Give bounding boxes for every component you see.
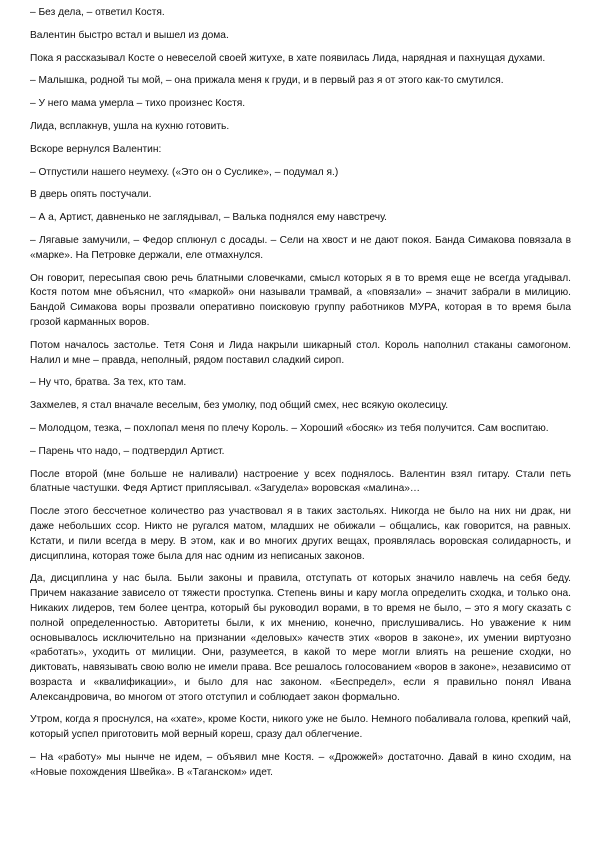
paragraph: Потом началось застолье. Тетя Соня и Лида накрыли шикарный стол. Король наполнил стаканы самогоном. Налил и мне – правда, неполный, рядом поставил сладкий сироп. (30, 339, 571, 366)
paragraph: Пока я рассказывал Косте о невеселой своей житухе, в хате появилась Лида, нарядная и пахнущая духами. (30, 52, 546, 64)
paragraph: Он говорит, пересыпая свою речь блатными словечками, смысл которых я в то время еще не всегда угадывал. Костя потом мне объяснил, что «маркой» они называли трамвай, а «повязали» – значит забрали в милицию. Бандой Симакова воры прозвали оперативно поисковую группу работников МУРА, которая в то время была грозой карманных воров. (30, 272, 571, 328)
paragraph: – На «работу» мы нынче не идем, – объявил мне Костя. – «Дрожжей» достаточно. Давай в кино сходим, на «Новые похождения Швейка». В «Таганском» идет. (30, 752, 571, 778)
paragraph: После второй (мне больше не наливали) настроение у всех поднялось. Валентин взял гитару. Стали петь блатные частушки. Федя Артист приплясывал. «Загудела» воровская «малина»… (30, 468, 571, 495)
paragraph: Валентин быстро встал и вышел из дома. (30, 29, 229, 41)
paragraph: – Парень что надо, – подтвердил Артист. (30, 445, 225, 457)
paragraph: – Отпустили нашего неумеху. («Это он о Суслике», – подумал я.) (30, 166, 339, 178)
paragraph: Да, дисциплина у нас была. Были законы и правила, отступать от которых значило навлечь на себя беду. Причем наказание зависело от тяжести проступка. Степень вины и кару могла определить сходка, и только она. Никаких лидеров, тем более центра, который бы руководил ворами, в то время не было, – это я могу сказать с полной определенностью. Авторитеты были, к их мнению, конечно, прислушивались. Но уважение к ним основывалось исключительно на признании «деловых» качеств этих «воров в законе», их умении виртуозно «работать», уходить от милиции. Они, разумеется, в какой то мере могли влиять на решение сходки, но диктовать, навязывать свою волю не имели права. Все решалось голосованием «воров в законе», независимо от возраста и «квалификации», и было для нас законом. «Беспредел», если я правильно понял Ивана Александровича, во многом от этого отступил и соблюдает закон формально. (30, 573, 571, 703)
paragraph: Лида, всплакнув, ушла на кухню готовить. (30, 120, 230, 132)
paragraph: – Ну что, братва. За тех, кто там. (30, 377, 187, 389)
paragraph: Вскоре вернулся Валентин: (30, 143, 162, 155)
paragraph: После этого бессчетное количество раз участвовал я в таких застольях. Никогда не было на них ни драк, ни даже небольших ссор. Никто не ругался матом, младших не обижали – общались, как говорится, на равных. Кстати, и пили всегда в меру. В этом, как и во многих других вещах, проявлялась воровская солидарность, и дисциплина, которая тоже была для нас одним из неписаных законов. (30, 506, 571, 562)
document-page (30, 6, 571, 789)
paragraph: Захмелев, я стал вначале веселым, без умолку, под общий смех, нес всякую околесицу. (30, 400, 449, 412)
paragraph: – А а, Артист, давненько не заглядывал, – Валька поднялся ему навстречу. (30, 212, 387, 224)
paragraph: – Молодцом, тезка, – похлопал меня по плечу Король. – Хороший «босяк» из тебя получится. Сам воспитаю. (30, 422, 549, 434)
paragraph: – Без дела, – ответил Костя. (30, 7, 165, 18)
paragraph: – У него мама умерла – тихо произнес Костя. (30, 98, 246, 110)
paragraph: В дверь опять постучали. (30, 189, 152, 201)
paragraph: – Лягавые замучили, – Федор сплюнул с досады. – Сели на хвост и не дают покоя. Банда Симакова повязала в «марке». На Петровке держали, еле отмахнулся. (30, 234, 571, 261)
paragraph: – Малышка, родной ты мой, – она прижала меня к груди, и в первый раз я от этого как-то смутился. (30, 75, 504, 87)
paragraph: Утром, когда я проснулся, на «хате», кроме Кости, никого уже не было. Немного побаливала голова, крепкий чай, который успел приготовить мой верный кореш, сразу дал облегчение. (30, 714, 571, 741)
